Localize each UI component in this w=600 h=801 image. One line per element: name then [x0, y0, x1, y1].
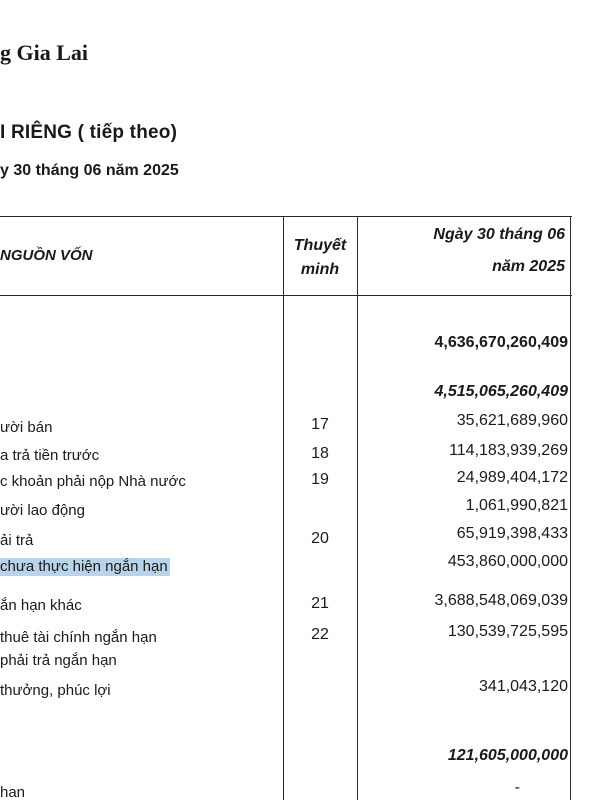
statement-title: I RIÊNG ( tiếp theo) — [0, 122, 178, 143]
row-note: 18 — [311, 445, 329, 462]
row-note: 22 — [311, 626, 329, 643]
row-label: thưởng, phúc lợi — [0, 682, 111, 699]
row-label: ắn hạn khác — [0, 597, 82, 614]
column-divider-value — [357, 216, 358, 800]
row-value: 24,989,404,172 — [456, 469, 568, 486]
row-value: 65,919,398,433 — [456, 525, 568, 542]
header-date-line2: năm 2025 — [492, 258, 565, 275]
header-source-label: NGUỒN VỐN — [0, 247, 93, 264]
row-total-value: 4,636,670,260,409 — [434, 334, 568, 351]
row-value: 130,539,725,595 — [447, 623, 568, 640]
header-date-line1: Ngày 30 tháng 06 — [433, 226, 565, 243]
row-label: ười bán — [0, 419, 53, 436]
row-label: a trả tiền trước — [0, 447, 100, 464]
row-note: 17 — [311, 416, 329, 433]
row-label: ười lao động — [0, 502, 85, 519]
row-label-highlighted: chưa thực hiện ngắn hạn — [0, 558, 168, 575]
row-long-term-total-value: 121,605,000,000 — [447, 747, 568, 764]
row-short-term-total-value: 4,515,065,260,409 — [434, 383, 568, 400]
row-value: 3,688,548,069,039 — [434, 592, 568, 609]
row-value: 453,860,000,000 — [447, 553, 568, 570]
row-label: phải trả ngắn hạn — [0, 652, 117, 669]
row-label: han — [0, 784, 26, 801]
row-label: c khoản phải nộp Nhà nước — [0, 473, 186, 490]
table-top-border — [0, 216, 572, 217]
row-value: - — [514, 779, 520, 796]
company-name: g Gia Lai — [0, 40, 89, 65]
row-note: 19 — [311, 471, 329, 488]
header-note-label: Thuyết minh — [293, 237, 347, 278]
statement-date: y 30 tháng 06 năm 2025 — [0, 162, 179, 179]
column-divider-note — [283, 216, 284, 800]
row-note: 21 — [311, 595, 329, 612]
row-label: thuê tài chính ngắn hạn — [0, 629, 157, 646]
row-note: 20 — [311, 530, 329, 547]
table-header-border — [0, 295, 572, 296]
column-divider-right — [570, 216, 571, 800]
row-label: ải trả — [0, 532, 34, 549]
row-value: 341,043,120 — [479, 678, 568, 695]
row-value: 35,621,689,960 — [456, 412, 568, 429]
row-value: 114,183,939,269 — [449, 442, 568, 459]
row-value: 1,061,990,821 — [465, 497, 568, 514]
